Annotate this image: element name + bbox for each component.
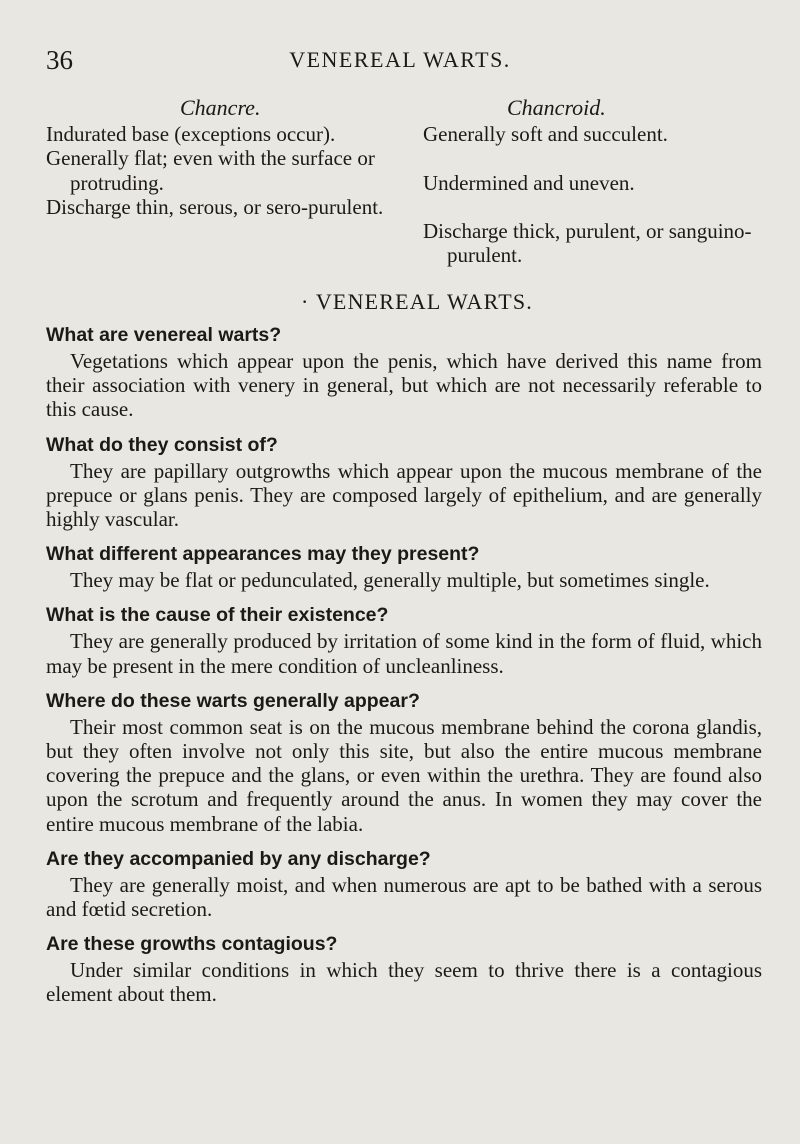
answer: Their most common seat is on the mucous membrane behind the corona glandis, but they often involve not only this site, but also the entire mucous membrane covering the prepuce and the glans, or even within the urethra. They are found also upon the scrotum and frequently around the anus. In women they may cover the entire mucous membrane of the labia. xyxy=(46,714,762,836)
answer: They are papillary outgrowths which appear upon the mucous membrane of the prepuce or glans penis. They are composed largely of epithelium, and are generally highly vascular. xyxy=(46,458,762,532)
chancroid-heading: Chancroid. xyxy=(507,95,606,120)
question: Are these growths contagious? xyxy=(46,933,338,956)
question: Are they accompanied by any discharge? xyxy=(46,847,431,870)
qa-item xyxy=(46,846,762,921)
qa-item xyxy=(46,688,762,836)
chancroid-entry: Generally soft and succulent. xyxy=(423,122,668,146)
chancroid-entry: Undermined and uneven. xyxy=(423,170,635,195)
chancroid-column xyxy=(423,94,773,268)
qa-list xyxy=(46,322,762,1017)
question: Where do these warts generally appear? xyxy=(46,689,420,712)
answer: Vegetations which appear upon the penis, which have derived this name from their association with venery in general, but which are not necessarily referable to this cause. xyxy=(46,349,762,422)
answer: Under similar conditions in which they seem to thrive there is a contagious element about them. xyxy=(46,958,762,1007)
section-title: · VENEREAL WARTS. xyxy=(301,289,533,314)
question: What do they consist of? xyxy=(46,433,278,456)
running-head xyxy=(46,42,754,78)
chancre-entry: Generally flat; even with the surface or protruding. xyxy=(46,146,375,195)
page-number: 36 xyxy=(46,45,73,75)
question: What different appearances may they present? xyxy=(46,543,480,566)
answer: They may be flat or pedunculated, generally multiple, but sometimes single. xyxy=(70,568,710,593)
qa-item xyxy=(46,602,762,677)
qa-item xyxy=(46,931,762,1006)
chancre-column xyxy=(46,94,406,219)
qa-item xyxy=(46,322,762,422)
answer: They are generally moist, and when numerous are apt to be bathed with a serous and fœtid secretion. xyxy=(46,872,762,922)
chancre-entry: Discharge thin, serous, or sero-purulent. xyxy=(46,194,384,219)
chancre-heading: Chancre. xyxy=(180,95,261,120)
chancre-entry: Indurated base (exceptions occur). xyxy=(46,122,336,146)
question: What is the cause of their existence? xyxy=(46,604,389,627)
running-title: VENEREAL WARTS. xyxy=(289,47,511,72)
qa-item xyxy=(46,541,762,592)
question: What are venereal warts? xyxy=(46,324,282,346)
answer: They are generally produced by irritation of some kind in the form of fluid, which may be present in the mere condition of uncleanliness. xyxy=(46,629,762,678)
qa-item xyxy=(46,432,762,532)
chancroid-entry: Discharge thick, purulent, or sanguino-purulent. xyxy=(423,219,752,268)
